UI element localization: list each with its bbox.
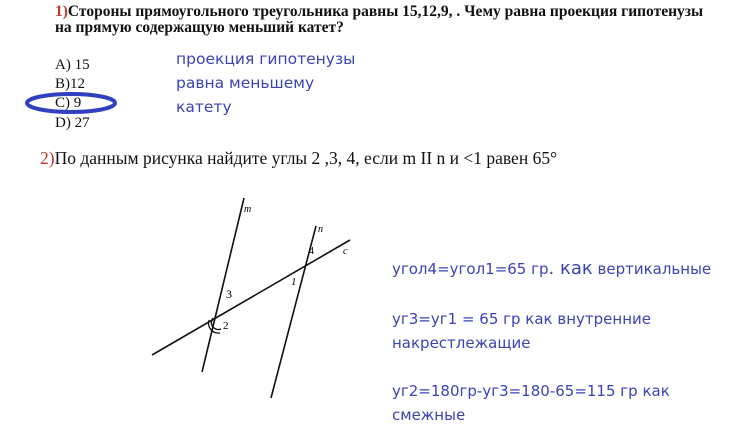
label-m: m [244, 204, 252, 215]
answer-line4: уг2=180гр-уг3=180-65=115 гр как [392, 382, 670, 400]
line-m [202, 198, 244, 372]
answer-line1-main: угол4=угол1=65 гр [392, 260, 549, 278]
answer-line2: уг3=уг1 = 65 гр как внутренние [392, 310, 651, 328]
option-d[interactable]: D) 27 [55, 115, 90, 131]
question1-number: 1) [55, 3, 68, 20]
option-a[interactable]: A) 15 [55, 57, 90, 73]
question1-text-line1: Стороны прямоугольного треугольника равны 15,12,9, . Чему равна проекция гипотенузы [67, 3, 704, 20]
answer-line5: смежные [392, 406, 466, 424]
answer-line1-big: . как [548, 258, 593, 279]
question2-text: По данным рисунка найдите углы 2 ,3, 4, если m II n и <1 равен 65° [54, 148, 558, 168]
note-line3: катету [176, 98, 232, 116]
label-angle-3: 3 [226, 287, 232, 301]
line-c [152, 240, 350, 355]
option-c[interactable]: C) 9 [55, 95, 82, 111]
answer-line3: накрестлежащие [392, 334, 531, 352]
note-line2: равна меньшему [176, 74, 315, 92]
label-angle-4: 4 [309, 246, 314, 257]
label-n: n [318, 224, 323, 235]
question1-text-line2: на прямую содержащую меньший катет? [55, 19, 344, 36]
option-b[interactable]: B)12 [55, 76, 85, 92]
label-angle-2: 2 [223, 320, 229, 332]
label-angle-1: 1 [291, 276, 297, 288]
answer-line1-tail: вертикальные [592, 260, 712, 278]
question2-number: 2) [40, 148, 55, 168]
note-line1: проекция гипотенузы [176, 50, 356, 68]
answer-line1 [392, 257, 711, 281]
label-c: c [343, 246, 348, 257]
